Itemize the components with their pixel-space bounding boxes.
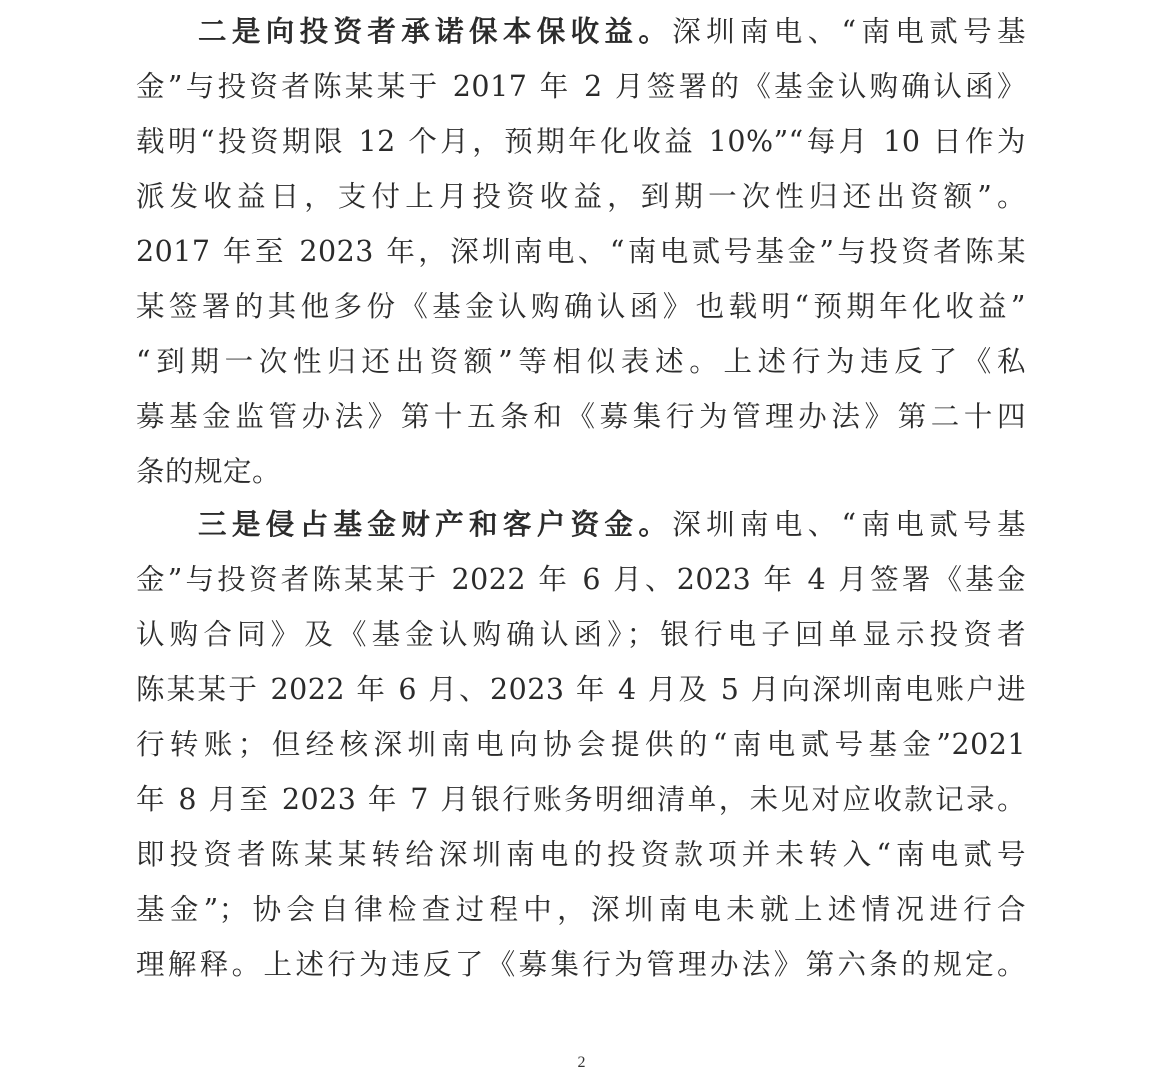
text-line: 募基金监管办法》第十五条和《募集行为管理办法》第二十四 [136,400,1026,433]
text-line: 年 8 月至 2023 年 7 月银行账务明细清单，未见对应收款记录。 [136,783,1026,816]
text-line: 2017 年至 2023 年，深圳南电、“南电贰号基金”与投资者陈某 [136,235,1026,268]
text-line: 陈某某于 2022 年 6 月、2023 年 4 月及 5 月向深圳南电账户进 [136,673,1026,706]
text-line: “到期一次性归还出资额”等相似表述。上述行为违反了《私 [136,345,1026,378]
text-line: 即投资者陈某某转给深圳南电的投资款项并未转入“南电贰号 [136,838,1026,871]
paragraph-lead: 二是向投资者承诺保本保收益。 [198,14,673,48]
paragraph-lead: 三是侵占基金财产和客户资金。 [198,507,673,541]
text-line: 理解释。上述行为违反了《募集行为管理办法》第六条的规定。 [136,948,1026,981]
text-line: 某签署的其他多份《基金认购确认函》也载明“预期年化收益” [136,290,1026,323]
text-line: 条的规定。 [136,455,282,488]
text-line: 行转账；但经核深圳南电向协会提供的“南电贰号基金”2021 [136,728,1026,761]
paragraph-2-guarantee [136,4,1026,499]
page-number: 2 [577,1054,586,1071]
text-line: 派发收益日，支付上月投资收益，到期一次性归还出资额”。 [136,180,1026,213]
text-line [136,4,1026,59]
line-text: 深圳南电、“南电贰号基 [672,15,1026,48]
text-line: 载明“投资期限 12 个月，预期年化收益 10%”“每月 10 日作为 [136,125,1026,158]
line-text: 深圳南电、“南电贰号基 [672,508,1026,541]
text-line: 金”与投资者陈某某于 2022 年 6 月、2023 年 4 月签署《基金 [136,563,1026,596]
text-line: 基金”；协会自律检查过程中，深圳南电未就上述情况进行合 [136,893,1026,926]
text-line [136,497,1026,552]
text-line: 认购合同》及《基金认购确认函》；银行电子回单显示投资者 [136,618,1026,651]
paragraph-3-misappropriation [136,497,1026,992]
text-line: 金”与投资者陈某某于 2017 年 2 月签署的《基金认购确认函》 [136,70,1026,103]
